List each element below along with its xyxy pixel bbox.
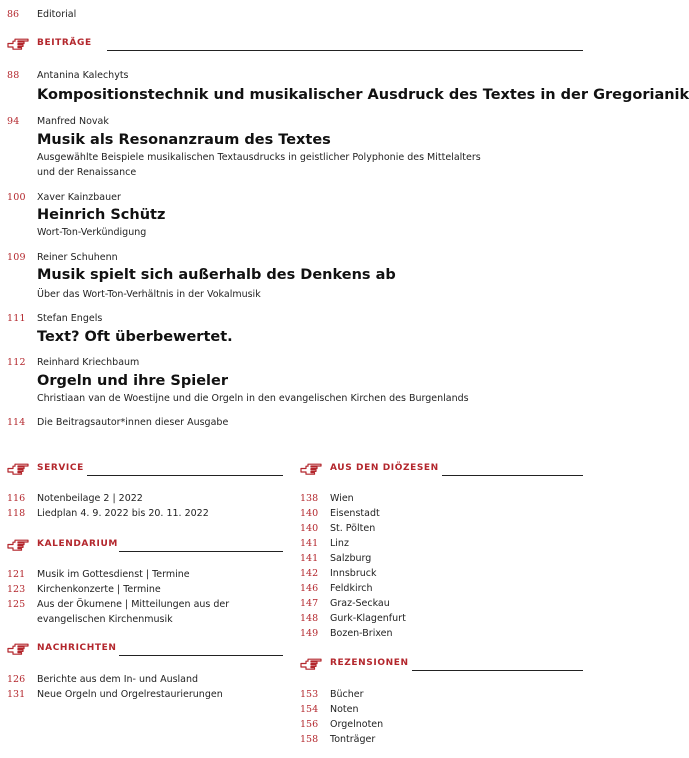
divider — [119, 655, 283, 656]
list-item[interactable] — [300, 583, 583, 598]
article-subtitle-continued: und der Renaissance — [37, 167, 137, 178]
page-number: 158 — [300, 734, 319, 745]
section-header-beitraege — [7, 38, 583, 52]
page-number: 94 — [7, 116, 20, 127]
section-title: KALENDARIUM — [37, 539, 118, 549]
list-item[interactable] — [300, 598, 583, 613]
section-title: SERVICE — [37, 463, 84, 473]
item-label: Linz — [330, 538, 349, 549]
list-item[interactable] — [7, 599, 283, 614]
list-item[interactable] — [300, 493, 583, 508]
list-item[interactable] — [300, 553, 583, 568]
list-item[interactable] — [7, 584, 283, 599]
page-number: 86 — [7, 9, 20, 20]
section-title: AUS DEN DIÖZESEN — [330, 463, 439, 473]
list-item[interactable] — [300, 613, 583, 628]
item-label: Orgelnoten — [330, 719, 384, 730]
section-header-dioezesen — [300, 463, 583, 477]
item-label: Graz-Seckau — [330, 598, 390, 609]
article-title: Orgeln und ihre Spieler — [37, 373, 229, 389]
pointing-hand-icon — [7, 643, 31, 656]
list-item[interactable] — [300, 689, 583, 704]
item-label: Aus der Ökumene | Mitteilungen aus der — [37, 599, 230, 610]
section-title: NACHRICHTEN — [37, 643, 117, 653]
page-number: 121 — [7, 569, 26, 580]
section-title: REZENSIONEN — [330, 658, 409, 668]
pointing-hand-icon — [7, 539, 31, 552]
list-item[interactable] — [300, 628, 583, 643]
list-item[interactable] — [300, 538, 583, 553]
divider — [119, 551, 283, 552]
divider — [87, 475, 283, 476]
page-number: 116 — [7, 493, 26, 504]
article-author: Reiner Schuhenn — [37, 252, 118, 263]
page-number: 131 — [7, 689, 26, 700]
section-header-kalendarium — [7, 539, 283, 553]
list-item[interactable] — [300, 719, 583, 734]
toc-authors[interactable] — [7, 417, 307, 432]
item-label-continued: evangelischen Kirchenmusik — [37, 614, 173, 625]
article-author: Stefan Engels — [37, 313, 103, 324]
article-subtitle: Wort-Ton-Verkündigung — [37, 227, 147, 238]
list-item[interactable] — [7, 569, 283, 584]
article-author: Manfred Novak — [37, 116, 109, 127]
page-number: 123 — [7, 584, 26, 595]
item-label: Wien — [330, 493, 354, 504]
divider — [107, 50, 583, 51]
toc-editorial[interactable] — [7, 9, 207, 24]
pointing-hand-icon — [300, 658, 324, 671]
item-label: Eisenstadt — [330, 508, 380, 519]
list-item[interactable] — [7, 674, 283, 689]
page-number: 111 — [7, 313, 26, 324]
item-label: Salzburg — [330, 553, 372, 564]
divider — [442, 475, 583, 476]
page-number: 141 — [300, 538, 319, 549]
page-number: 148 — [300, 613, 319, 624]
page-number: 126 — [7, 674, 26, 685]
list-item[interactable] — [7, 508, 283, 523]
section-header-service — [7, 463, 283, 477]
article-author: Reinhard Kriechbaum — [37, 357, 140, 368]
page-number: 147 — [300, 598, 319, 609]
page-number: 141 — [300, 553, 319, 564]
page-number: 114 — [7, 417, 26, 428]
list-item[interactable] — [7, 689, 283, 704]
item-label: Bücher — [330, 689, 364, 700]
list-item[interactable] — [300, 704, 583, 719]
article-title: Text? Oft überbewertet. — [37, 329, 233, 345]
page-number: 140 — [300, 508, 319, 519]
page-number: 109 — [7, 252, 26, 263]
section-header-rezensionen — [300, 658, 583, 672]
page-number: 118 — [7, 508, 26, 519]
item-label: Innsbruck — [330, 568, 377, 579]
list-item[interactable] — [300, 734, 583, 749]
list-item[interactable] — [300, 508, 583, 523]
page-number: 146 — [300, 583, 319, 594]
toc-label: Editorial — [37, 9, 77, 20]
list-item[interactable] — [300, 568, 583, 583]
page-number: 154 — [300, 704, 319, 715]
article-title: Heinrich Schütz — [37, 207, 166, 223]
divider — [412, 670, 583, 671]
article-author: Xaver Kainzbauer — [37, 192, 121, 203]
item-label: Notenbeilage 2 | 2022 — [37, 493, 143, 504]
page-number: 112 — [7, 357, 26, 368]
item-label: Musik im Gottesdienst | Termine — [37, 569, 190, 580]
page-number: 125 — [7, 599, 26, 610]
section-header-nachrichten — [7, 643, 283, 657]
page-number: 100 — [7, 192, 26, 203]
page-number: 142 — [300, 568, 319, 579]
item-label: Neue Orgeln und Orgelrestaurierungen — [37, 689, 223, 700]
page-number: 156 — [300, 719, 319, 730]
list-item[interactable] — [7, 493, 283, 508]
item-label: Tonträger — [330, 734, 376, 745]
item-label: Berichte aus dem In- und Ausland — [37, 674, 199, 685]
page-number: 140 — [300, 523, 319, 534]
article-subtitle: Über das Wort-Ton-Verhältnis in der Vokalmusik — [37, 289, 261, 300]
article-author: Antanina Kalechyts — [37, 70, 129, 81]
article-title: Musik spielt sich außerhalb des Denkens ab — [37, 267, 396, 283]
article-title: Kompositionstechnik und musikalischer Ausdruck des Textes in der Gregorianik — [37, 87, 689, 103]
item-label: Liedplan 4. 9. 2022 bis 20. 11. 2022 — [37, 508, 209, 519]
list-item[interactable] — [300, 523, 583, 538]
item-label: Noten — [330, 704, 359, 715]
article-subtitle: Christiaan van de Woestijne und die Orgeln in den evangelischen Kirchen des Burgenlands — [37, 393, 469, 404]
item-label: Feldkirch — [330, 583, 373, 594]
item-label: Kirchenkonzerte | Termine — [37, 584, 161, 595]
pointing-hand-icon — [7, 463, 31, 476]
toc-label: Die Beitragsautor*innen dieser Ausgabe — [37, 417, 229, 428]
item-label: Gurk-Klagenfurt — [330, 613, 406, 624]
section-title: BEITRÄGE — [37, 38, 92, 48]
article-subtitle: Ausgewählte Beispiele musikalischen Textausdrucks in geistlicher Polyphonie des Mittelalters — [37, 152, 481, 163]
page-number: 138 — [300, 493, 319, 504]
item-label: St. Pölten — [330, 523, 376, 534]
pointing-hand-icon — [300, 463, 324, 476]
item-label: Bozen-Brixen — [330, 628, 393, 639]
page-number: 153 — [300, 689, 319, 700]
article-title: Musik als Resonanzraum des Textes — [37, 132, 331, 148]
pointing-hand-icon — [7, 38, 31, 51]
page-number: 88 — [7, 70, 20, 81]
page-number: 149 — [300, 628, 319, 639]
